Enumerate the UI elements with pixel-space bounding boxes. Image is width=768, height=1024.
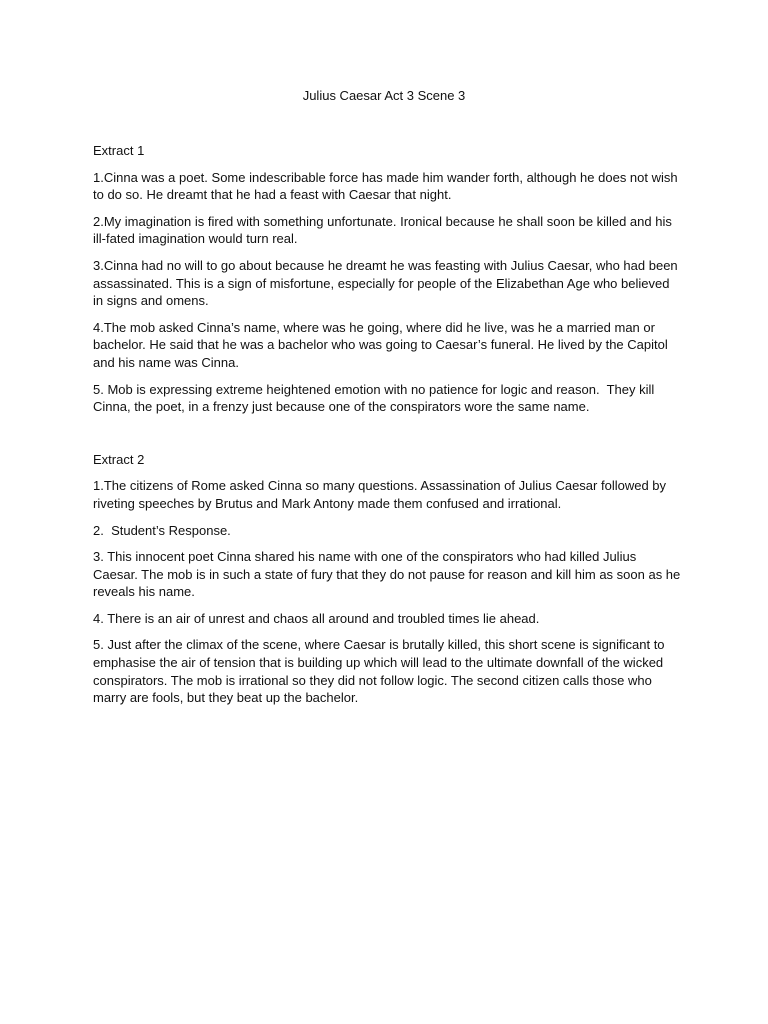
document-title: Julius Caesar Act 3 Scene 3 xyxy=(302,88,466,103)
paragraph: 3. This innocent poet Cinna shared his name with one of the conspirators who had killed Julius Caesar. The mob is in such a state of fury that they do not pause for reason and kill him as soon as he reveals his name. xyxy=(93,549,684,600)
paragraph: 2.My imagination is fired with something unfortunate. Ironical because he shall soon be killed and his ill-fated imagination would turn real. xyxy=(93,213,676,247)
section-extract-2 xyxy=(93,451,683,707)
paragraph: 1.The citizens of Rome asked Cinna so many questions. Assassination of Julius Caesar followed by riveting speeches by Brutus and Mark Antony made them confused and irrational. xyxy=(93,478,670,511)
paragraph: 2. Student’s Response. xyxy=(93,522,231,538)
section-extract-1 xyxy=(93,142,683,416)
paragraph: 3.Cinna had no will to go about because he dreamt he was feasting with Julius Caesar, who had been assassinated. This is a sign of misfortune, especially for people of the Elizabethan Age who believed in signs and omens. xyxy=(93,257,682,309)
section-spacer xyxy=(93,425,683,451)
document-body xyxy=(93,142,683,716)
paragraph: 4. There is an air of unrest and chaos all around and troubled times lie ahead. xyxy=(93,610,540,626)
section-heading: Extract 1 xyxy=(93,143,145,158)
paragraph: 1.Cinna was a poet. Some indescribable force has made him wander forth, although he does not wish to do so. He dreamt that he had a feast with Caesar that night. xyxy=(93,169,682,203)
paragraph: 5. Mob is expressing extreme heightened emotion with no patience for logic and reason. They kill Cinna, the poet, in a frenzy just because one of the conspirators wore the same name. xyxy=(93,381,658,415)
paragraph: 4.The mob asked Cinna’s name, where was he going, where did he live, was he a married man or bachelor. He said that he was a bachelor who was going to Caesar’s funeral. He lived by the Capitol and his name was Cinna. xyxy=(93,319,672,370)
paragraph: 5. Just after the climax of the scene, where Caesar is brutally killed, this short scene is significant to emphasise the air of tension that is building up which will lead to the ultimate downfall of the wicked conspirators. The mob is irrational so they did not follow logic. The second citizen calls those who marry are fools, but they beat up the bachelor. xyxy=(93,637,669,706)
section-heading: Extract 2 xyxy=(93,451,145,467)
